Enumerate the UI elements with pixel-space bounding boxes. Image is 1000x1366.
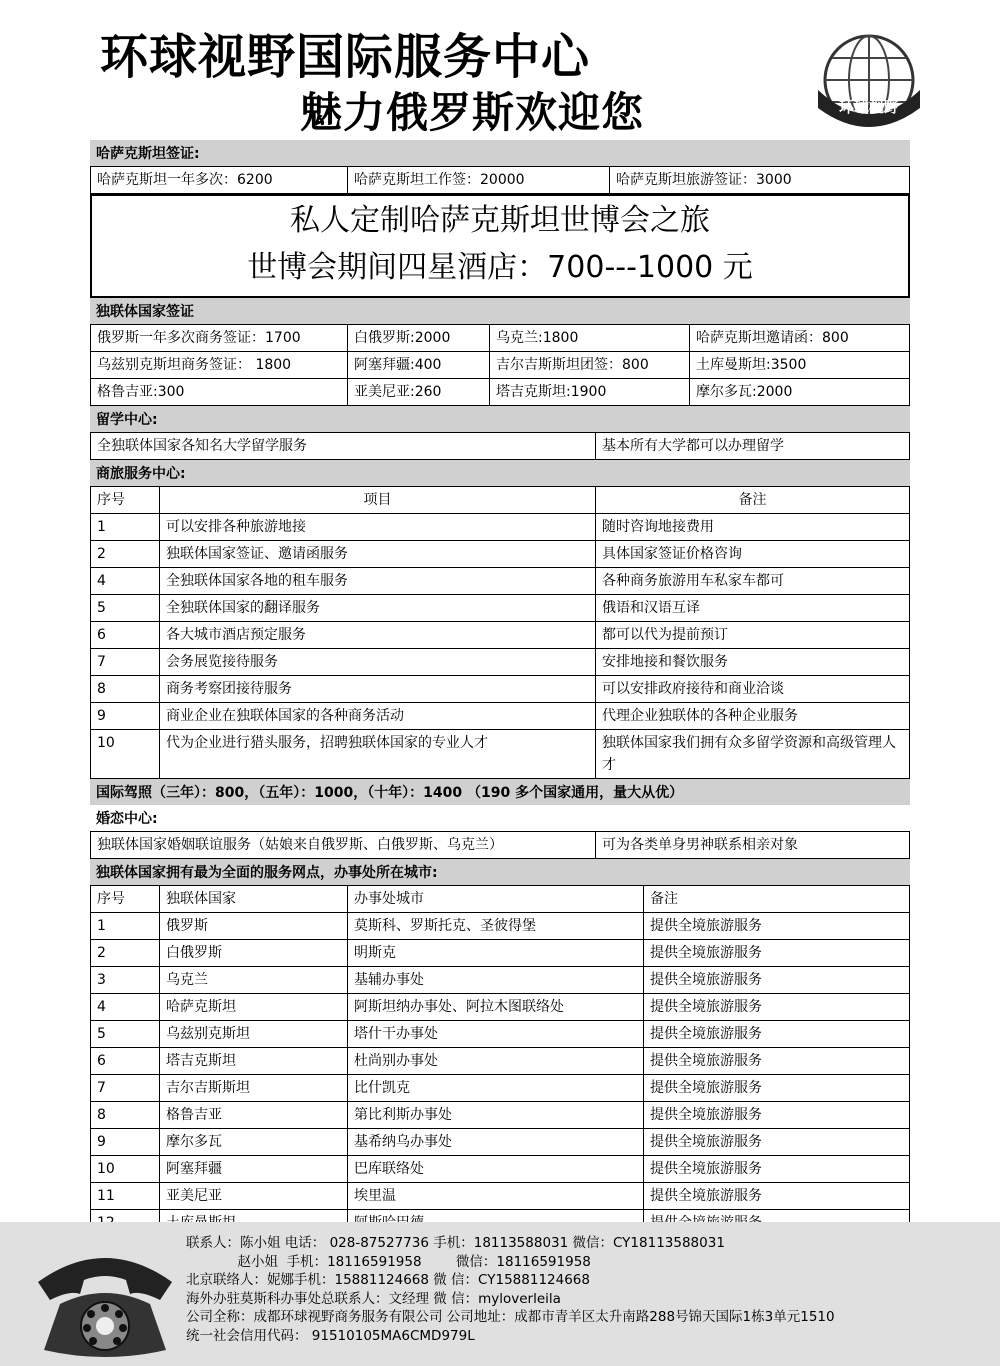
marriage-heading: 婚恋中心: [90,805,910,831]
telephone-icon [30,1242,180,1360]
business-item: 全独联体国家各地的租车服务 [159,568,595,594]
offices-country: 哈萨克斯坦 [159,994,347,1020]
kz-item: 哈萨克斯坦一年多次：6200 [97,172,273,188]
footer [0,1222,1000,1366]
business-no: 1 [97,519,106,535]
table-row [90,622,910,649]
table-row [90,913,910,940]
table-row [90,940,910,967]
marriage-right: 可为各类单身男神联系相亲对象 [595,832,909,858]
offices-city: 明斯克 [347,940,643,966]
offices-city: 埃里温 [347,1183,643,1209]
globe-logo-icon [808,28,930,138]
business-note: 随时咨询地接费用 [595,514,909,540]
expo-banner [90,194,910,298]
cis-visa-cell: 亚美尼亚:260 [347,379,489,405]
business-col-item: 项目 [159,487,595,513]
offices-country: 阿塞拜疆 [159,1156,347,1182]
offices-no: 5 [97,1026,106,1042]
banner-line1: 私人定制哈萨克斯坦世博会之旅 [290,203,710,238]
business-no: 9 [97,708,106,724]
business-item: 商业企业在独联体国家的各种商务活动 [159,703,595,729]
table-row [90,568,910,595]
cis-visa-cell: 阿塞拜疆:400 [347,352,489,378]
content [90,140,910,1237]
table-row [90,1075,910,1102]
contact-line: 统一社会信用代码： 91510105MA6CMD979L [186,1327,475,1344]
cis-visa-cell: 俄罗斯一年多次商务签证：1700 [97,330,301,346]
business-note: 可以安排政府接待和商业洽谈 [595,676,909,702]
kz-heading: 哈萨克斯坦签证: [90,140,910,166]
offices-city: 基辅办事处 [347,967,643,993]
business-note: 各种商务旅游用车私家车都可 [595,568,909,594]
offices-city: 基希纳乌办事处 [347,1129,643,1155]
study-right: 基本所有大学都可以办理留学 [595,433,909,459]
offices-col-city: 办事处城市 [347,886,643,912]
study-heading: 留学中心: [90,406,910,432]
business-note: 安排地接和餐饮服务 [595,649,909,675]
offices-city: 塔什干办事处 [347,1021,643,1047]
offices-col-note: 备注 [643,886,909,912]
offices-city: 比什凯克 [347,1075,643,1101]
cis-visa-row [90,379,910,406]
offices-no: 7 [97,1080,106,1096]
license-text: 国际驾照（三年）：800，（五年）：1000，（十年）：1400 （190 多个国家通用，量大从优） [90,779,910,805]
cis-visa-cell: 塔吉克斯坦:1900 [489,379,689,405]
table-row [90,1183,910,1210]
banner-line2: 世博会期间四星酒店：700---1000 元 [247,250,753,285]
offices-note: 提供全境旅游服务 [643,1102,909,1128]
business-note: 具体国家签证价格咨询 [595,541,909,567]
business-header-row [90,486,910,514]
offices-city: 阿斯坦纳办事处、阿拉木图联络处 [347,994,643,1020]
cis-visa-cell: 摩尔多瓦:2000 [689,379,909,405]
table-row [90,1021,910,1048]
cis-visa-heading: 独联体国家签证 [90,298,910,324]
offices-no: 11 [97,1188,115,1204]
business-item: 各大城市酒店预定服务 [159,622,595,648]
business-no: 7 [97,654,106,670]
contact-line: 北京联络人：妮娜手机：15881124668 微 信：CY15881124668 [186,1272,590,1288]
page-title: 环球视野国际服务中心 [100,29,591,85]
business-no: 10 [97,735,115,751]
business-note: 独联体国家我们拥有众多留学资源和高级管理人才 [595,730,909,778]
business-item: 全独联体国家的翻译服务 [159,595,595,621]
offices-city: 巴库联络处 [347,1156,643,1182]
business-item: 商务考察团接待服务 [159,676,595,702]
offices-country: 俄罗斯 [159,913,347,939]
offices-header-row [90,885,910,913]
kz-item: 哈萨克斯坦工作签：20000 [347,167,609,193]
offices-note: 提供全境旅游服务 [643,1021,909,1047]
offices-no: 4 [97,999,106,1015]
cis-visa-cell: 土库曼斯坦:3500 [689,352,909,378]
kz-row [90,166,910,194]
logo-text: 环球视野 [838,98,900,116]
business-no: 6 [97,627,106,643]
business-item: 会务展览接待服务 [159,649,595,675]
business-note: 都可以代为提前预订 [595,622,909,648]
business-heading: 商旅服务中心: [90,460,910,486]
offices-note: 提供全境旅游服务 [643,1075,909,1101]
business-no: 2 [97,546,106,562]
table-row [90,1102,910,1129]
offices-no: 2 [97,945,106,961]
contact-line: 赵小姐 手机：18116591958 微信：18116591958 [186,1253,591,1270]
offices-country: 格鲁吉亚 [159,1102,347,1128]
table-row [90,541,910,568]
offices-city: 第比利斯办事处 [347,1102,643,1128]
cis-visa-cell: 白俄罗斯:2000 [347,325,489,351]
offices-col-no: 序号 [97,891,125,907]
table-row [90,1156,910,1183]
cis-visa-cell: 格鲁吉亚:300 [97,384,185,400]
table-row [90,514,910,541]
table-row [90,1129,910,1156]
business-item: 独联体国家签证、邀请函服务 [159,541,595,567]
cis-visa-cell: 吉尔吉斯斯坦团签：800 [489,352,689,378]
offices-heading: 独联体国家拥有最为全面的服务网点，办事处所在城市: [90,859,910,885]
cis-visa-cell: 乌兹别克斯坦商务签证： 1800 [97,357,292,373]
table-row [90,967,910,994]
offices-note: 提供全境旅游服务 [643,913,909,939]
page-subtitle: 魅力俄罗斯欢迎您 [300,88,645,137]
business-note: 代理企业独联体的各种企业服务 [595,703,909,729]
offices-body [90,913,910,1237]
cis-visa-row [90,324,910,352]
offices-no: 1 [97,918,106,934]
table-row [90,730,910,779]
contact-line: 联系人：陈小姐 电话： 028-87527736 手机：18113588031 微信：CY18113588031 [186,1235,725,1251]
offices-country: 塔吉克斯坦 [159,1048,347,1074]
contact-line: 海外办驻莫斯科办事处总联系人：文经理 微 信：myloverleila [186,1290,561,1307]
offices-country: 吉尔吉斯斯坦 [159,1075,347,1101]
offices-note: 提供全境旅游服务 [643,1129,909,1155]
business-no: 4 [97,573,106,589]
offices-col-country: 独联体国家 [159,886,347,912]
business-no: 8 [97,681,106,697]
offices-note: 提供全境旅游服务 [643,994,909,1020]
study-row [90,432,910,460]
cis-visa-row [90,352,910,379]
business-col-note: 备注 [595,487,909,513]
table-row [90,676,910,703]
offices-no: 9 [97,1134,106,1150]
kz-item: 哈萨克斯坦旅游签证：3000 [609,167,909,193]
offices-no: 10 [97,1161,115,1177]
cis-visa-cell: 乌克兰:1800 [489,325,689,351]
business-item: 代为企业进行猎头服务，招聘独联体国家的专业人才 [159,730,595,778]
study-left: 全独联体国家各知名大学留学服务 [97,438,307,454]
offices-no: 3 [97,972,106,988]
header [0,0,1000,140]
offices-note: 提供全境旅游服务 [643,1048,909,1074]
offices-no: 8 [97,1107,106,1123]
offices-country: 乌克兰 [159,967,347,993]
business-no: 5 [97,600,106,616]
contact-line: 公司全称：成都环球视野商务服务有限公司 公司地址：成都市青羊区太升南路288号锦天国际1栋3单元1510 [186,1309,835,1325]
marriage-left: 独联体国家婚姻联谊服务（姑娘来自俄罗斯、白俄罗斯、乌克兰） [97,837,503,853]
table-row [90,595,910,622]
offices-no: 6 [97,1053,106,1069]
offices-country: 摩尔多瓦 [159,1129,347,1155]
cis-visa-cell: 哈萨克斯坦邀请函：800 [689,325,909,351]
offices-country: 亚美尼亚 [159,1183,347,1209]
table-row [90,703,910,730]
table-row [90,649,910,676]
offices-note: 提供全境旅游服务 [643,1183,909,1209]
contact-info [186,1234,835,1345]
offices-country: 乌兹别克斯坦 [159,1021,347,1047]
offices-country: 白俄罗斯 [159,940,347,966]
business-col-no: 序号 [97,492,125,508]
table-row [90,1048,910,1075]
offices-city: 莫斯科、罗斯托克、圣彼得堡 [347,913,643,939]
business-note: 俄语和汉语互译 [595,595,909,621]
marriage-row [90,831,910,859]
business-item: 可以安排各种旅游地接 [159,514,595,540]
table-row [90,994,910,1021]
offices-note: 提供全境旅游服务 [643,1156,909,1182]
offices-note: 提供全境旅游服务 [643,940,909,966]
offices-city: 杜尚别办事处 [347,1048,643,1074]
offices-note: 提供全境旅游服务 [643,967,909,993]
